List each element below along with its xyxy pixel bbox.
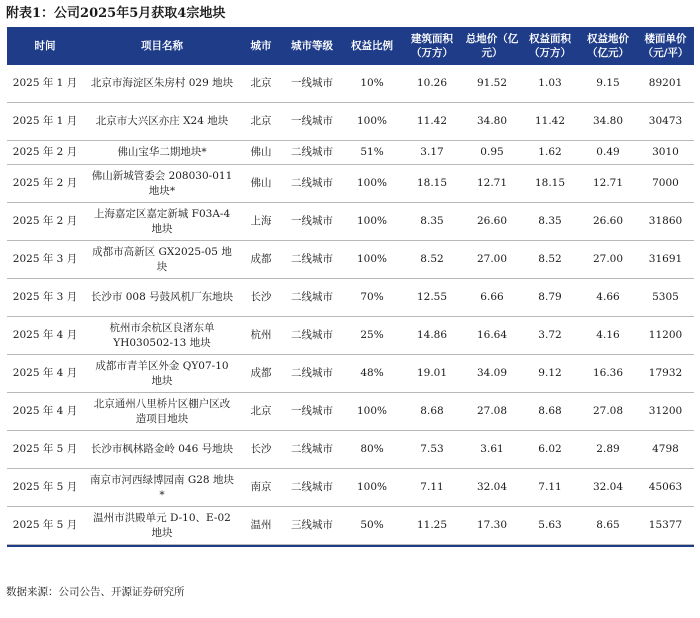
cell-price: 32.04 <box>463 469 521 507</box>
cell-tier: 三线城市 <box>281 507 343 545</box>
cell-eq-area: 11.42 <box>521 103 579 141</box>
cell-eq-area: 3.72 <box>521 317 579 355</box>
cell-area: 11.42 <box>401 103 463 141</box>
cell-area: 7.11 <box>401 469 463 507</box>
table-row <box>7 317 694 355</box>
cell-price: 26.60 <box>463 203 521 241</box>
cell-eq-price: 27.00 <box>579 241 637 279</box>
column-header-eq-area: 权益面积（万方） <box>521 27 579 65</box>
cell-unit-price: 30473 <box>637 103 694 141</box>
cell-eq-area: 1.62 <box>521 141 579 165</box>
table-header-row <box>7 27 694 65</box>
table-title: 附表1：公司2025年5月获取4宗地块 <box>6 6 226 21</box>
cell-tier: 二线城市 <box>281 355 343 393</box>
cell-city: 北京 <box>241 103 281 141</box>
cell-unit-price: 17932 <box>637 355 694 393</box>
cell-area: 3.17 <box>401 141 463 165</box>
column-header-city: 城市 <box>241 27 281 65</box>
cell-time: 2025 年 4 月 <box>7 355 83 393</box>
cell-price: 12.71 <box>463 165 521 203</box>
cell-eq-area: 8.68 <box>521 393 579 431</box>
cell-city: 佛山 <box>241 165 281 203</box>
column-header-price: 总地价（亿元） <box>463 27 521 65</box>
cell-project: 北京市海淀区朱房村 029 地块 <box>83 65 241 103</box>
table-row <box>7 65 694 103</box>
table-row <box>7 165 694 203</box>
cell-ratio: 100% <box>343 203 401 241</box>
cell-city: 成都 <box>241 355 281 393</box>
cell-tier: 二线城市 <box>281 317 343 355</box>
cell-tier: 二线城市 <box>281 279 343 317</box>
cell-eq-price: 16.36 <box>579 355 637 393</box>
cell-eq-area: 18.15 <box>521 165 579 203</box>
cell-project: 成都市青羊区外金 QY07-10 地块 <box>83 355 241 393</box>
column-header-tier: 城市等级 <box>281 27 343 65</box>
cell-time: 2025 年 1 月 <box>7 103 83 141</box>
cell-ratio: 50% <box>343 507 401 545</box>
cell-area: 8.68 <box>401 393 463 431</box>
cell-price: 17.30 <box>463 507 521 545</box>
cell-ratio: 100% <box>343 469 401 507</box>
cell-ratio: 100% <box>343 103 401 141</box>
cell-eq-area: 8.35 <box>521 203 579 241</box>
cell-area: 7.53 <box>401 431 463 469</box>
cell-project: 长沙市 008 号鼓风机厂东地块 <box>83 279 241 317</box>
cell-price: 3.61 <box>463 431 521 469</box>
cell-eq-price: 0.49 <box>579 141 637 165</box>
cell-ratio: 25% <box>343 317 401 355</box>
cell-project: 佛山新城管委会 208030-011 地块* <box>83 165 241 203</box>
cell-price: 27.08 <box>463 393 521 431</box>
table-row <box>7 203 694 241</box>
cell-eq-price: 8.65 <box>579 507 637 545</box>
cell-eq-area: 6.02 <box>521 431 579 469</box>
cell-city: 北京 <box>241 65 281 103</box>
column-header-unit-price: 楼面单价（元/平） <box>637 27 694 65</box>
cell-city: 成都 <box>241 241 281 279</box>
cell-ratio: 70% <box>343 279 401 317</box>
cell-time: 2025 年 5 月 <box>7 507 83 545</box>
cell-tier: 二线城市 <box>281 431 343 469</box>
cell-ratio: 100% <box>343 165 401 203</box>
cell-time: 2025 年 4 月 <box>7 393 83 431</box>
cell-eq-price: 9.15 <box>579 65 637 103</box>
cell-unit-price: 3010 <box>637 141 694 165</box>
land-acquisition-table <box>7 27 694 547</box>
cell-project: 成都市高新区 GX2025-05 地块 <box>83 241 241 279</box>
cell-eq-area: 8.79 <box>521 279 579 317</box>
cell-unit-price: 5305 <box>637 279 694 317</box>
cell-project: 南京市河西绿博园南 G28 地块* <box>83 469 241 507</box>
cell-eq-area: 5.63 <box>521 507 579 545</box>
cell-ratio: 80% <box>343 431 401 469</box>
cell-tier: 二线城市 <box>281 469 343 507</box>
cell-time: 2025 年 5 月 <box>7 469 83 507</box>
table-row <box>7 507 694 545</box>
data-source-note: 数据来源：公司公告、开源证券研究所 <box>6 586 185 598</box>
cell-unit-price: 45063 <box>637 469 694 507</box>
cell-city: 佛山 <box>241 141 281 165</box>
cell-tier: 一线城市 <box>281 393 343 431</box>
column-header-project: 项目名称 <box>83 27 241 65</box>
table-row <box>7 141 694 165</box>
cell-project: 杭州市余杭区良渚东单 YH030502-13 地块 <box>83 317 241 355</box>
cell-eq-price: 4.66 <box>579 279 637 317</box>
cell-eq-price: 27.08 <box>579 393 637 431</box>
cell-price: 6.66 <box>463 279 521 317</box>
cell-tier: 一线城市 <box>281 103 343 141</box>
cell-area: 8.35 <box>401 203 463 241</box>
cell-ratio: 48% <box>343 355 401 393</box>
cell-eq-price: 32.04 <box>579 469 637 507</box>
column-header-area: 建筑面积（万方） <box>401 27 463 65</box>
cell-time: 2025 年 2 月 <box>7 165 83 203</box>
cell-eq-price: 34.80 <box>579 103 637 141</box>
table-row <box>7 469 694 507</box>
cell-unit-price: 11200 <box>637 317 694 355</box>
cell-project: 温州市洪殿单元 D-10、E-02 地块 <box>83 507 241 545</box>
table-row <box>7 103 694 141</box>
table-row <box>7 241 694 279</box>
cell-time: 2025 年 2 月 <box>7 203 83 241</box>
cell-city: 长沙 <box>241 279 281 317</box>
cell-eq-area: 9.12 <box>521 355 579 393</box>
cell-eq-price: 2.89 <box>579 431 637 469</box>
cell-area: 14.86 <box>401 317 463 355</box>
cell-price: 0.95 <box>463 141 521 165</box>
cell-tier: 二线城市 <box>281 165 343 203</box>
cell-city: 长沙 <box>241 431 281 469</box>
cell-time: 2025 年 4 月 <box>7 317 83 355</box>
cell-eq-price: 12.71 <box>579 165 637 203</box>
cell-area: 12.55 <box>401 279 463 317</box>
cell-city: 上海 <box>241 203 281 241</box>
cell-unit-price: 7000 <box>637 165 694 203</box>
cell-project: 上海嘉定区嘉定新城 F03A-4 地块 <box>83 203 241 241</box>
cell-area: 8.52 <box>401 241 463 279</box>
cell-area: 18.15 <box>401 165 463 203</box>
column-header-eq-price: 权益地价（亿元） <box>579 27 637 65</box>
cell-eq-price: 4.16 <box>579 317 637 355</box>
cell-unit-price: 89201 <box>637 65 694 103</box>
cell-unit-price: 4798 <box>637 431 694 469</box>
cell-eq-area: 1.03 <box>521 65 579 103</box>
column-header-time: 时间 <box>7 27 83 65</box>
cell-area: 19.01 <box>401 355 463 393</box>
cell-unit-price: 31200 <box>637 393 694 431</box>
cell-ratio: 51% <box>343 141 401 165</box>
cell-ratio: 100% <box>343 241 401 279</box>
cell-unit-price: 15377 <box>637 507 694 545</box>
cell-time: 2025 年 3 月 <box>7 279 83 317</box>
cell-time: 2025 年 5 月 <box>7 431 83 469</box>
cell-unit-price: 31691 <box>637 241 694 279</box>
cell-project: 长沙市枫林路金岭 046 号地块 <box>83 431 241 469</box>
cell-city: 南京 <box>241 469 281 507</box>
table-body <box>7 65 694 545</box>
cell-eq-area: 8.52 <box>521 241 579 279</box>
cell-area: 10.26 <box>401 65 463 103</box>
cell-price: 34.80 <box>463 103 521 141</box>
cell-tier: 二线城市 <box>281 241 343 279</box>
cell-project: 佛山宝华二期地块* <box>83 141 241 165</box>
table-row <box>7 355 694 393</box>
cell-area: 11.25 <box>401 507 463 545</box>
cell-price: 27.00 <box>463 241 521 279</box>
cell-price: 34.09 <box>463 355 521 393</box>
cell-eq-area: 7.11 <box>521 469 579 507</box>
cell-time: 2025 年 1 月 <box>7 65 83 103</box>
data-table <box>7 27 694 545</box>
cell-tier: 二线城市 <box>281 141 343 165</box>
table-row <box>7 393 694 431</box>
cell-project: 北京市大兴区亦庄 X24 地块 <box>83 103 241 141</box>
cell-price: 16.64 <box>463 317 521 355</box>
cell-city: 北京 <box>241 393 281 431</box>
cell-tier: 一线城市 <box>281 203 343 241</box>
cell-ratio: 100% <box>343 393 401 431</box>
table-row <box>7 279 694 317</box>
cell-unit-price: 31860 <box>637 203 694 241</box>
cell-time: 2025 年 2 月 <box>7 141 83 165</box>
table-row <box>7 431 694 469</box>
cell-project: 北京通州八里桥片区棚户区改造项目地块 <box>83 393 241 431</box>
cell-city: 温州 <box>241 507 281 545</box>
column-header-ratio: 权益比例 <box>343 27 401 65</box>
cell-ratio: 10% <box>343 65 401 103</box>
cell-city: 杭州 <box>241 317 281 355</box>
cell-time: 2025 年 3 月 <box>7 241 83 279</box>
cell-price: 91.52 <box>463 65 521 103</box>
cell-tier: 一线城市 <box>281 65 343 103</box>
cell-eq-price: 26.60 <box>579 203 637 241</box>
